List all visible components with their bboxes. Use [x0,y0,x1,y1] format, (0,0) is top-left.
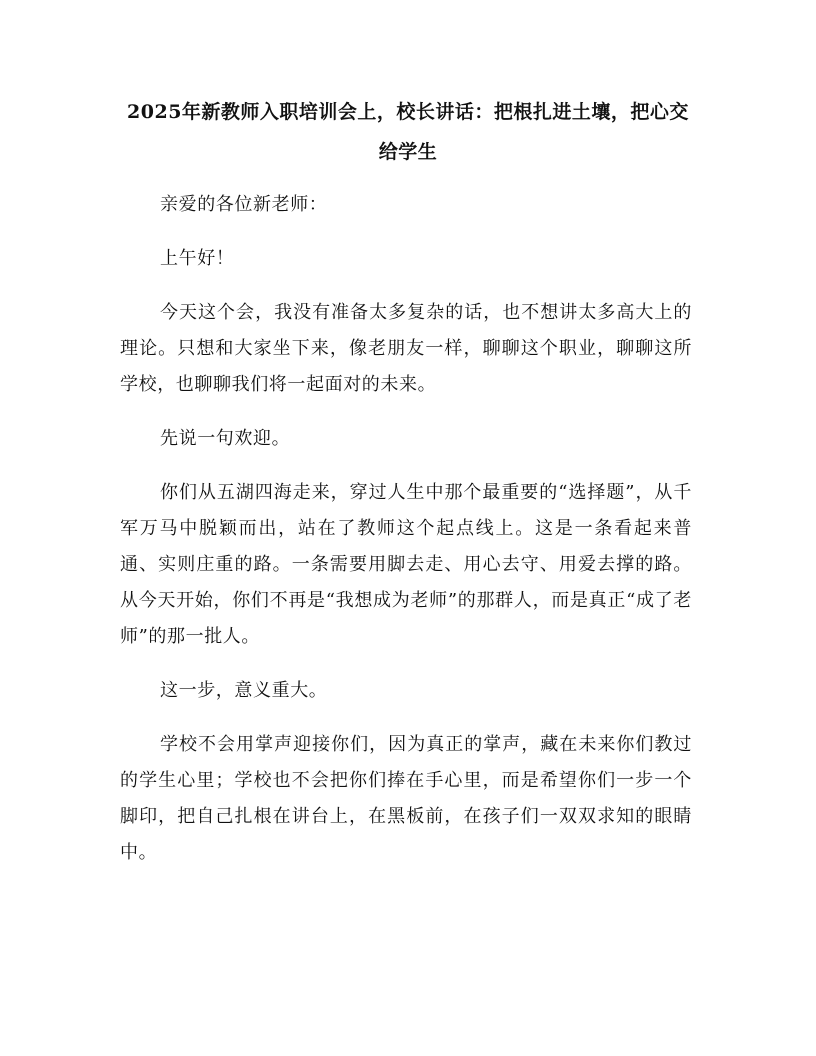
paragraph-expectation: 学校不会用掌声迎接你们，因为真正的掌声，藏在未来你们教过的学生心里；学校也不会把你们捧在手心里，而是希望你们一步一个脚印，把自己扎根在讲台上，在黑板前，在孩子们一双双求知的眼睛中。 [120,734,692,863]
document-body [120,187,692,889]
document-title: 2025年新教师入职培训会上，校长讲话：把根扎进土壤，把心交给学生 [127,101,689,163]
paragraph-welcome: 先说一句欢迎。 [160,428,291,449]
greeting: 上午好！ [160,248,235,269]
paragraph-intro: 今天这个会，我没有准备太多复杂的话，也不想讲太多高大上的理论。只想和大家坐下来，像老朋友一样，聊聊这个职业，聊聊这所学校，也聊聊我们将一起面对的未来。 [120,302,692,395]
paragraph-significance: 这一步，意义重大。 [160,680,328,701]
paragraph-journey: 你们从五湖四海走来，穿过人生中那个最重要的“选择题”，从千军万马中脱颖而出，站在了教师这个起点线上。这是一条看起来普通、实则庄重的路。一条需要用脚去走、用心去守、用爱去撑的路。从今天开始，你们不再是“我想成为老师”的那群人，而是真正“成了老师”的那一批人。 [120,482,692,647]
salutation: 亲爱的各位新老师： [160,194,328,215]
